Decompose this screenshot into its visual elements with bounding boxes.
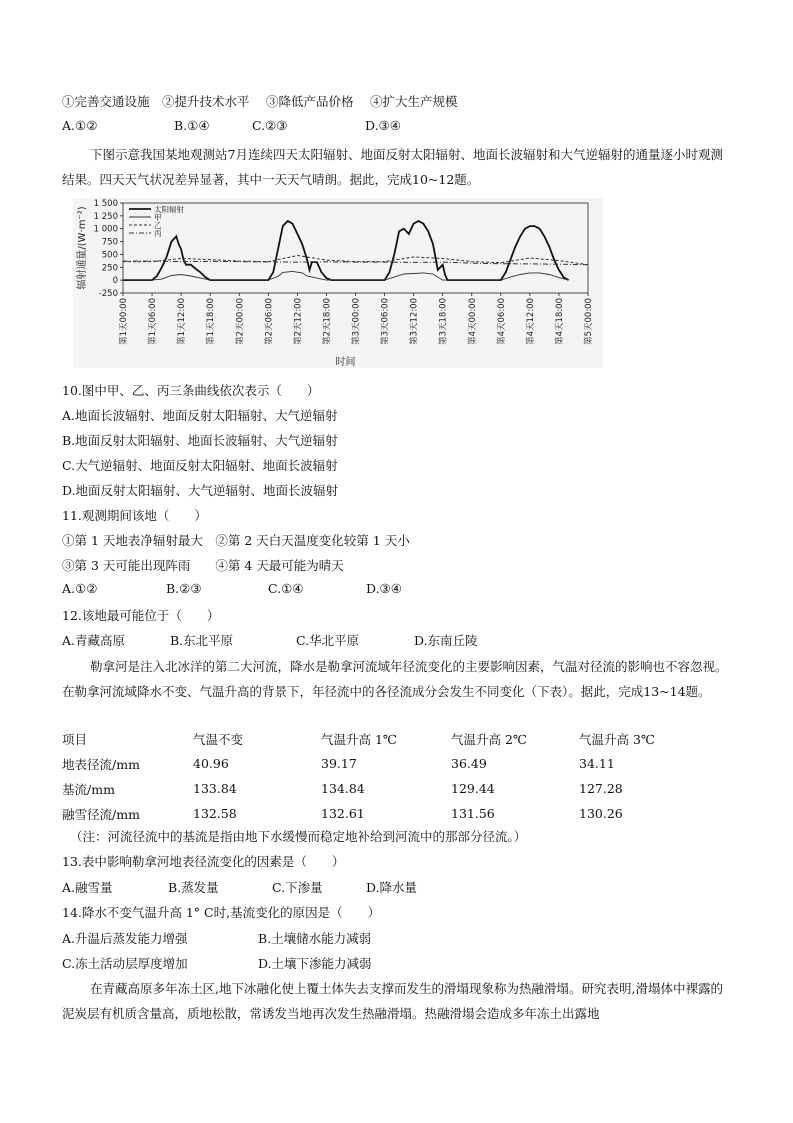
q14-option-d: D.土壤下渗能力减弱 <box>258 956 372 971</box>
table-cell: 127.28 <box>579 781 623 796</box>
y-tick-label: -250 <box>98 289 118 299</box>
x-tick-label: 第2天00:00 <box>235 298 246 345</box>
table-cell: 130.26 <box>579 806 623 821</box>
table-cell: 融雪径流/mm <box>62 806 140 822</box>
option-d-top: D.③④ <box>365 118 401 133</box>
table-header: 气温升高 3℃ <box>579 731 655 747</box>
table-cell: 134.84 <box>321 781 365 796</box>
radiation-chart <box>73 198 603 368</box>
y-tick-label: 1 000 <box>93 224 118 235</box>
table-cell: 36.49 <box>451 756 487 771</box>
x-tick-label: 第3天12:00 <box>409 298 420 345</box>
option-b-top: B.①④ <box>174 118 210 133</box>
table-cell: 131.56 <box>451 806 495 821</box>
q11-stem: 11.观测期间该地（ ） <box>62 508 207 523</box>
y-tick-label: 1 250 <box>93 211 118 222</box>
x-tick-label: 第4天00:00 <box>467 298 478 345</box>
q12-option-b: B.东北平原 <box>170 633 234 648</box>
q11-option-c: C.①④ <box>268 581 304 596</box>
x-tick-label: 第4天18:00 <box>554 298 565 345</box>
q12-option-a: A.青藏高原 <box>62 633 126 648</box>
y-tick-label: 250 <box>101 263 118 274</box>
x-tick-label: 第2天12:00 <box>293 298 304 345</box>
intro-13-14: 勒拿河是注入北冰洋的第二大河流，降水是勒拿河流域年径流变化的主要影响因素，气温对径流的影响也不容忽视。在勒拿河流域降水不变、气温升高的背景下，年径流中的各径流成分会发生不同变化（下表）。据此，完成13~14题。 <box>62 659 728 699</box>
table-header-row <box>62 726 699 751</box>
q12-option-d: D.东南丘陵 <box>414 633 478 648</box>
table-header: 项目 <box>62 731 88 747</box>
y-tick-label: 0 <box>112 276 118 287</box>
q10-stem: 10.图中甲、乙、丙三条曲线依次表示（ ） <box>62 383 320 398</box>
intro-last: 在青藏高原多年冻土区,地下冰融化使上覆土体失去支撑而发生的滑塌现象称为热融滑塌。研究表明,滑塌体中裸露的泥炭层有机质含量高，质地松散，常诱发当地再次发生热融滑塌。热融滑塌会造成多年冻土出露地 <box>62 981 723 1021</box>
table-note: （注：河流径流中的基流是指由地下水缓慢而稳定地补给到河流中的那部分径流。） <box>70 829 527 844</box>
legend-label: 丙 <box>154 229 162 238</box>
table-header: 气温不变 <box>193 731 244 747</box>
y-axis-label: 辐射通量/(W·m⁻²) <box>77 206 88 290</box>
radiation-chart-svg <box>73 198 603 368</box>
table-row <box>62 801 699 826</box>
x-tick-label: 第1天18:00 <box>206 298 217 345</box>
x-tick-label: 第5天00:00 <box>584 298 594 345</box>
q14-option-b: B.土壤储水能力减弱 <box>258 931 372 946</box>
q11-option-b: B.②③ <box>166 581 202 596</box>
intro-10-12: 下图示意我国某地观测站7月连续四天太阳辐射、地面反射太阳辐射、地面长波辐射和大气逆辐射的通量逐小时观测结果。四天天气状况差异显著，其中一天天气晴朗。据此，完成10~12题。 <box>62 147 723 187</box>
x-tick-label: 第1天00:00 <box>119 298 129 345</box>
q14-option-a: A.升温后蒸发能力增强 <box>62 931 188 946</box>
q14-stem: 14.降水不变气温升高 1° C时,基流变化的原因是（ ） <box>62 905 381 920</box>
q13-option-b: B.蒸发量 <box>168 880 219 895</box>
x-tick-label: 第2天06:00 <box>264 298 275 345</box>
x-tick-label: 第4天12:00 <box>525 298 536 345</box>
q10-option-b: B.地面反射太阳辐射、地面长波辐射、大气逆辐射 <box>62 433 338 448</box>
legend-label: 乙 <box>154 221 162 230</box>
q11-option-d: D.③④ <box>366 581 402 596</box>
x-tick-label: 第3天00:00 <box>351 298 362 345</box>
x-tick-label: 第1天12:00 <box>177 298 188 345</box>
table-header: 气温升高 1℃ <box>321 731 397 747</box>
legend-label: 甲 <box>154 213 162 222</box>
q13-stem: 13.表中影响勒拿河地表径流变化的因素是（ ） <box>62 854 345 869</box>
q11-line-2: ③第 3 天可能出现阵雨 ④第 4 天最可能为晴天 <box>62 558 344 573</box>
table-cell: 132.61 <box>321 806 365 821</box>
y-tick-label: 750 <box>101 237 118 248</box>
q13-option-c: C.下渗量 <box>272 880 323 895</box>
table-cell: 133.84 <box>193 781 237 796</box>
x-tick-label: 第2天18:00 <box>322 298 333 345</box>
q11-line-1: ①第 1 天地表净辐射最大 ②第 2 天白天温度变化较第 1 天小 <box>62 533 410 548</box>
q10-option-c: C.大气逆辐射、地面反射太阳辐射、地面长波辐射 <box>62 458 338 473</box>
y-tick-label: 1 500 <box>93 199 118 209</box>
q12-option-c: C.华北平原 <box>296 633 360 648</box>
option-c-top: C.②③ <box>252 118 288 133</box>
table-cell: 基流/mm <box>62 781 115 797</box>
x-tick-label: 第1天06:00 <box>148 298 159 345</box>
table-cell: 39.17 <box>321 756 357 771</box>
runoff-table <box>62 726 699 826</box>
x-axis-label: 时间 <box>335 357 356 368</box>
q10-option-a: A.地面长波辐射、地面反射太阳辐射、大气逆辐射 <box>62 408 338 423</box>
x-tick-label: 第3天18:00 <box>438 298 449 345</box>
choices-line-1: ①完善交通设施 ②提升技术水平 ③降低产品价格 ④扩大生产规模 <box>62 94 458 109</box>
table-row <box>62 751 699 776</box>
x-tick-label: 第4天06:00 <box>496 298 507 345</box>
table-cell: 132.58 <box>193 806 237 821</box>
option-a-top: A.①② <box>62 118 98 133</box>
q13-option-d: D.降水量 <box>366 880 418 895</box>
y-tick-label: 500 <box>101 250 118 261</box>
x-tick-label: 第3天06:00 <box>380 298 391 345</box>
table-cell: 129.44 <box>451 781 495 796</box>
q13-option-a: A.融雪量 <box>62 880 113 895</box>
table-row <box>62 776 699 801</box>
table-cell: 40.96 <box>193 756 229 771</box>
q12-stem: 12.该地最可能位于（ ） <box>62 608 220 623</box>
table-cell: 34.11 <box>579 756 615 771</box>
q10-option-d: D.地面反射太阳辐射、大气逆辐射、地面长波辐射 <box>62 483 339 498</box>
q11-option-a: A.①② <box>62 581 98 596</box>
table-header: 气温升高 2℃ <box>451 731 527 747</box>
table-cell: 地表径流/mm <box>62 756 140 772</box>
legend-label: 太阳辐射 <box>154 205 184 214</box>
q14-option-c: C.冻土活动层厚度增加 <box>62 956 188 971</box>
